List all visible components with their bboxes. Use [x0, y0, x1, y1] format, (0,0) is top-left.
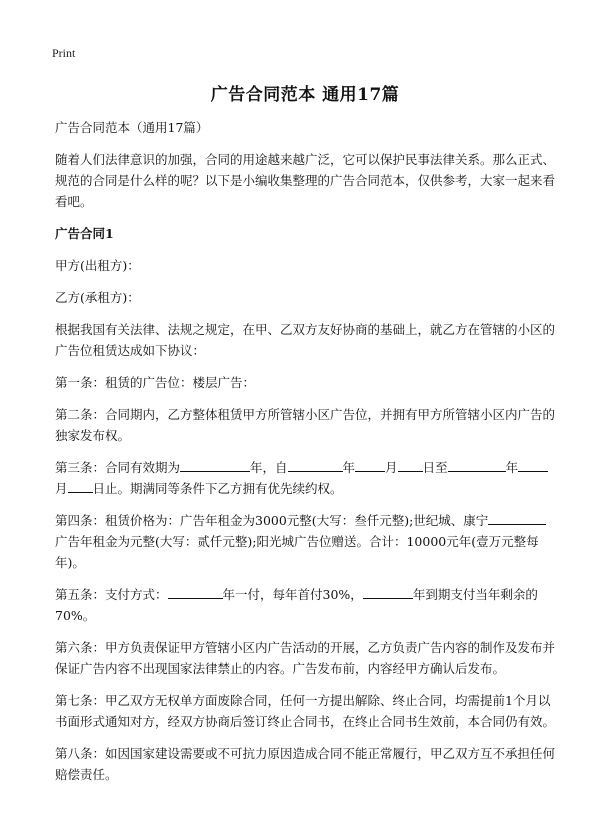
clause-3-text: 日至 [422, 460, 448, 475]
document-subtitle: 广告合同范本（通用17篇） [55, 120, 209, 135]
document-body [55, 80, 555, 796]
clause-1: 第一条：租赁的广告位：楼层广告： [55, 375, 256, 390]
fill-blank [518, 457, 548, 472]
page-title: 广告合同范本 通用17篇 [210, 85, 400, 105]
section-heading: 广告合同1 [55, 226, 114, 241]
clause-3-text: 年 [342, 460, 356, 475]
fill-blank [288, 457, 343, 472]
clause-4-text: 广告年租金为元整(大写：贰仟元整);阳光城广告位赠送。合计：10000元年(壹万元整每年)。 [55, 534, 539, 570]
clause-5-text: 年一付，每年首付30%， [222, 587, 363, 602]
clause-3-text: 年 [505, 460, 519, 475]
preamble-paragraph: 根据我国有关法律、法规之规定，在甲、乙双方友好协商的基础上，就乙方在管辖的小区的广告位租赁达成如下协议： [55, 322, 556, 358]
clause-4 [55, 510, 555, 573]
fill-blank [168, 584, 223, 599]
fill-blank [363, 584, 413, 599]
fill-blank [488, 510, 546, 525]
clause-2: 第二条：合同期内，乙方整体租赁甲方所管辖小区广告位，并拥有甲方所管辖小区内广告的独家发布权。 [55, 407, 556, 443]
clause-8: 第八条：如因国家建设需要或不可抗力原因造成合同不能正常履行，甲乙双方互不承担任何赔偿责任。 [55, 746, 556, 782]
clause-3 [55, 457, 555, 499]
intro-paragraph: 随着人们法律意识的加强，合同的用途越来越广泛，它可以保护民事法律关系。那么正式、规范的合同是什么样的呢？以下是小编收集整理的广告合同范本，仅供参考，大家一起来看看吧。 [55, 152, 556, 209]
party-b-line: 乙方(承租方)： [55, 290, 140, 305]
fill-blank [398, 457, 423, 472]
clause-4-text: 第四条：租赁价格为：广告年租金为3000元整(大写：叁仟元整);世纪城、康宁 [55, 513, 489, 528]
clause-7: 第七条：甲乙双方无权单方面废除合同，任何一方提出解除、终止合同，均需提前1个月以书面形式通知对方，经双方协商后签订终止合同书，在终止合同书生效前，本合同仍有效。 [55, 693, 556, 729]
clause-5-text: 年到期支付当年剩余的70%。 [55, 587, 538, 623]
clause-3-text: 月 [385, 460, 398, 475]
clause-3-text: 第三条：合同有效期为 [55, 460, 181, 475]
fill-blank [180, 457, 250, 472]
print-link[interactable]: Print [52, 46, 76, 60]
fill-blank [448, 457, 506, 472]
clause-3-text: 日止。期满同等条件下乙方拥有优先续约权。 [92, 481, 343, 496]
clause-3-text: 年，自 [250, 460, 288, 475]
clause-6: 第六条：甲方负责保证甲方管辖小区内广告活动的开展，乙方负责广告内容的制作及发布并保证广告内容不出现国家法律禁止的内容。广告发布前，内容经甲方确认后发布。 [55, 640, 556, 676]
clause-5 [55, 584, 555, 626]
party-a-line: 甲方(出租方)： [55, 258, 140, 273]
fill-blank [68, 478, 93, 493]
clause-3-text: 月 [55, 481, 68, 496]
clause-5-text: 第五条：支付方式： [55, 587, 168, 602]
fill-blank [355, 457, 385, 472]
